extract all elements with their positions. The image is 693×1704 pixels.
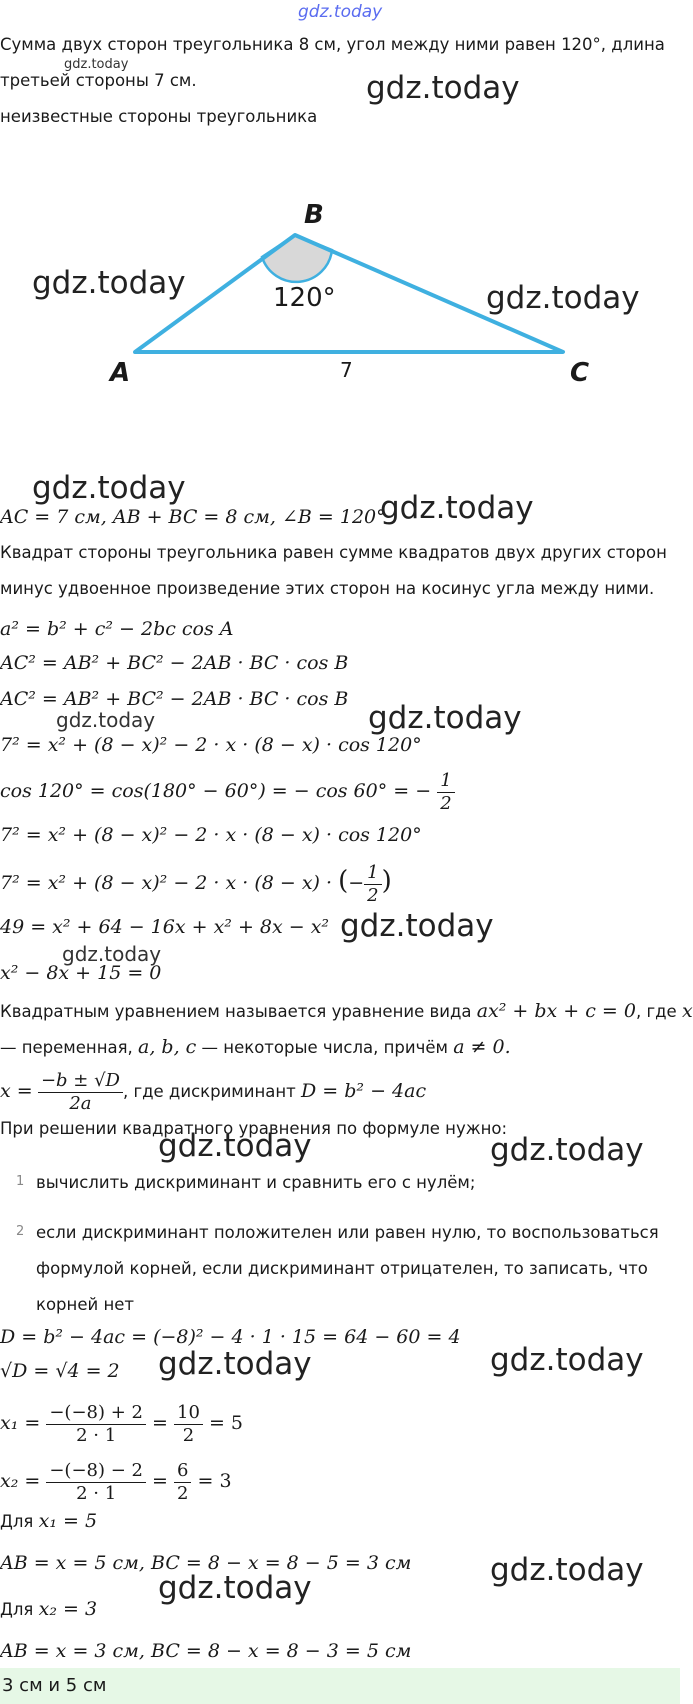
vertex-b-label: B: [304, 200, 324, 230]
fraction: $\frac{-b \pm √D}{2a}$: [38, 1070, 123, 1115]
watermark: gdz.today: [32, 470, 186, 506]
angle-label: 120°: [273, 283, 336, 313]
fraction: $\frac{6}{2}$: [174, 1460, 191, 1505]
procedure-step-2-line-1: если дискриминант положителен или равен нулю, то воспользоваться: [36, 1223, 659, 1242]
watermark: gdz.today: [490, 1552, 644, 1588]
watermark-top: gdz.today: [298, 2, 383, 22]
substitution-with-cos: 7² = x² + (8 − x)² − 2 · x · (8 − x) · (− $\frac{1}{2}$ ): [0, 861, 392, 906]
watermark: gdz.today: [380, 490, 534, 526]
fraction: $\frac{10}{2}$: [174, 1402, 203, 1447]
problem-line-3: неизвестные стороны треугольника: [0, 107, 318, 126]
case-2-result: AB = x = 3 см, BC = 8 − x = 8 − 3 = 5 см: [0, 1640, 412, 1662]
procedure-step-1: вычислить дискриминант и сравнить его с нулём;: [36, 1173, 476, 1192]
watermark: gdz.today: [486, 280, 640, 316]
watermark: gdz.today: [340, 908, 494, 944]
vertex-a-label: A: [110, 358, 131, 388]
watermark: gdz.today: [158, 1346, 312, 1382]
substitution: 7² = x² + (8 − x)² − 2 · x · (8 − x) · cos 120°: [0, 734, 422, 756]
law-of-cosines-repeat: AC² = AB² + BC² − 2AB · BC · cos B: [0, 688, 349, 710]
procedure-intro: При решении квадратного уравнения по формуле нужно:: [0, 1119, 508, 1138]
angle-arc: [262, 235, 332, 282]
watermark: gdz.today: [158, 1128, 312, 1164]
quad-definition-line-1: Квадратным уравнением называется уравнение вида ax² + bx + c = 0, где x: [0, 1000, 693, 1022]
root-x1: x₁ = $\frac{-(-8) + 2}{2 \cdot 1}$ = $\frac{10}{2}$ = 5: [0, 1401, 244, 1446]
watermark-small: gdz.today: [56, 708, 156, 732]
law-of-cosines-general: a² = b² + c² − 2bc cos A: [0, 618, 234, 640]
answer-text: 3 см и 5 см: [2, 1675, 107, 1696]
roots-formula: x = $\frac{-b \pm √D}{2a}$ , где дискриминант D = b² − 4ac: [0, 1070, 427, 1114]
side-label: 7: [340, 358, 353, 382]
watermark: gdz.today: [490, 1342, 644, 1378]
fraction: $\frac{-(-8) + 2}{2 \cdot 1}$: [46, 1402, 146, 1447]
theorem-line-1: Квадрат стороны треугольника равен сумме квадратов двух других сторон: [0, 543, 667, 562]
list-number: 1: [16, 1174, 25, 1189]
theorem-line-2: минус удвоенное произведение этих сторон на косинус угла между ними.: [0, 579, 655, 598]
procedure-step-2-line-2: формулой корней, если дискриминант отрицателен, то записать, что: [36, 1259, 648, 1278]
list-number: 2: [16, 1224, 25, 1239]
law-of-cosines-specific: AC² = AB² + BC² − 2AB · BC · cos B: [0, 652, 349, 674]
vertex-c-label: C: [570, 358, 590, 388]
quad-definition-line-2: — переменная, a, b, c — некоторые числа, причём a ≠ 0.: [0, 1036, 511, 1058]
watermark: gdz.today: [490, 1132, 644, 1168]
answer-box: [0, 1668, 680, 1704]
fraction: $\frac{-(-8) - 2}{2 \cdot 1}$: [46, 1460, 146, 1505]
case-1-result: AB = x = 5 см, BC = 8 − x = 8 − 5 = 3 см: [0, 1552, 412, 1574]
problem-line-1: Сумма двух сторон треугольника 8 см, угол между ними равен 120°, длина: [0, 35, 665, 54]
quadratic-equation: x² − 8x + 15 = 0: [0, 962, 162, 984]
substitution-repeat: 7² = x² + (8 − x)² − 2 · x · (8 − x) · cos 120°: [0, 824, 422, 846]
given-line: AC = 7 см, AB + BC = 8 см, ∠B = 120°: [0, 506, 386, 528]
watermark: gdz.today: [158, 1570, 312, 1606]
sqrt-discriminant: √D = √4 = 2: [0, 1360, 120, 1382]
fraction: $\frac{1}{2}$: [437, 770, 454, 815]
watermark-small: gdz.today: [62, 942, 162, 966]
procedure-step-2-line-3: корней нет: [36, 1295, 134, 1314]
problem-line-2: третьей стороны 7 см.: [0, 71, 197, 90]
discriminant: D = b² − 4ac = (−8)² − 4 · 1 · 15 = 64 − 60 = 4: [0, 1326, 461, 1348]
expansion: 49 = x² + 64 − 16x + x² + 8x − x²: [0, 916, 330, 938]
root-x2: x₂ = $\frac{-(-8) - 2}{2 \cdot 1}$ = $\frac{6}{2}$ = 3: [0, 1459, 232, 1504]
watermark: gdz.today: [32, 265, 186, 301]
fraction: $\frac{1}{2}$: [364, 862, 381, 907]
case-2-label: Для x₂ = 3: [0, 1598, 98, 1620]
watermark: gdz.today: [368, 700, 522, 736]
cos-120-line: cos 120° = cos(180° − 60°) = − cos 60° = − $\frac{1}{2}$: [0, 768, 455, 815]
case-1-label: Для x₁ = 5: [0, 1510, 98, 1532]
watermark-small: gdz.today: [64, 57, 129, 72]
watermark: gdz.today: [366, 70, 520, 106]
